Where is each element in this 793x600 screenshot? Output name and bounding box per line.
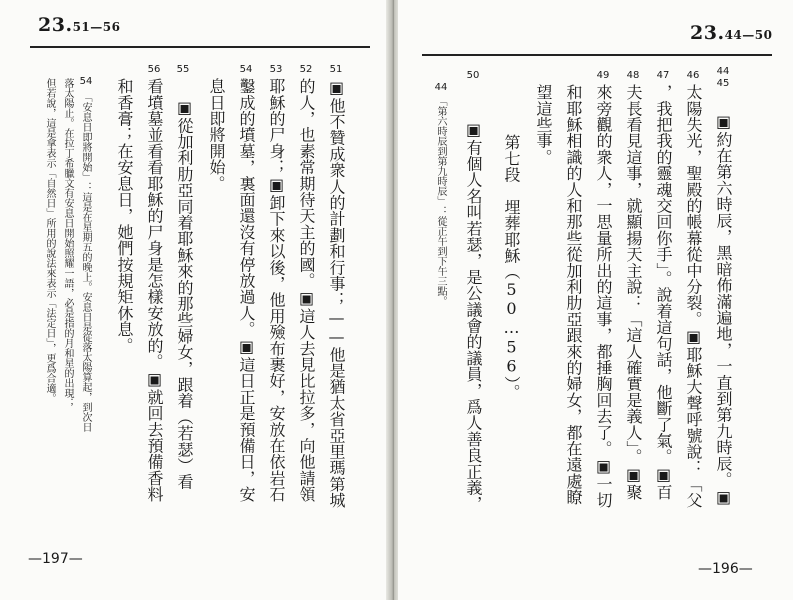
page-number: —197— (28, 551, 83, 567)
right-page (398, 0, 793, 600)
text-column: ▣他不贊成衆人的計劃和行事；——他是猶太省亞里瑪第城 (327, 78, 346, 509)
footnote-line: 但若說，這是拿表示「自然日」所用的說法來表示「法定日」，更爲合適。 (44, 78, 55, 403)
footnote-line: 落太陽止。在拉丁希臘文有安息日開始照耀一語，必是指的月和星的出現； (62, 78, 73, 408)
left-page-header: 23.51—56 (38, 14, 121, 36)
footnote-line: 「第六時辰到第九時辰」：從正午到下午三點。 (435, 96, 446, 306)
verse-number-47: 47 (656, 70, 670, 81)
text-column: ▣從加利肋亞同着耶穌來的那些婦女，跟着（若瑟）看 (175, 98, 194, 490)
text-column: 夫長看見這事，就顯揚天主說：「這人確實是義人」。▣聚 (624, 84, 643, 501)
text-column: 看墳墓並看看耶穌的尸身是怎樣安放的。▣就回去預備香料 (145, 78, 164, 503)
verse-number-55: 55 (176, 64, 190, 75)
verse-number-44: 44 (716, 66, 730, 77)
footnote-line: 「安息日即將開始」：這是在星期五的晚上。安息日是從落太陽算起，到次日 (80, 92, 91, 432)
verse-number-46: 46 (686, 70, 700, 81)
page-number: —196— (698, 561, 753, 577)
verse-number-54: 54 (239, 64, 253, 75)
verse-number-52: 52 (299, 64, 313, 75)
verse-number-45: 45 (716, 78, 730, 89)
verse-number-49: 49 (596, 70, 610, 81)
text-column: ，我把我的靈魂交回你手」。說着這句話，他斷了氣。▣百 (654, 84, 673, 501)
verse-number-53: 53 (269, 64, 283, 75)
verse-number-56: 56 (147, 64, 161, 75)
footnote-number-44: 44 (434, 82, 448, 93)
text-column: 和耶穌相識的人和那些從加利肋亞跟來的婦女，都在遠處瞭 (564, 84, 583, 506)
left-page (0, 0, 390, 600)
text-column: 望這些事。 (534, 84, 553, 165)
text-column: 來旁觀的衆人，一思量所出的這事，都捶胸回去了。▣一切 (594, 84, 613, 509)
text-column: 的人，也素常期待天主的國。▣這人去見比拉多，向他請領 (297, 78, 316, 503)
text-column: 耶穌的尸身；▣卸下來以後，他用殮布裹好，安放在依岩石 (267, 78, 286, 503)
right-page-header: 23.44—50 (690, 22, 773, 44)
text-column: 和香膏；在安息日，她們按規矩休息。 (115, 78, 134, 354)
section-heading: 第七段 埋葬耶穌（50…56）。 (502, 134, 521, 401)
right-header-rule (422, 54, 772, 56)
footnote-number-54: 54 (79, 76, 93, 87)
verse-number-50: 50 (466, 70, 480, 81)
verse-number-48: 48 (626, 70, 640, 81)
text-column: 鑿成的墳墓，裏面還沒有停放過人。▣這日正是預備日，安 (237, 78, 256, 503)
left-header-rule (30, 46, 370, 48)
verse-number-51: 51 (329, 64, 343, 75)
text-column: 息日即將開始。 (207, 78, 226, 192)
text-column: ▣約在第六時辰，黑暗佈滿遍地，一直到第九時辰。▣ (714, 112, 733, 507)
text-column: 太陽失光，聖殿的帳幕從中分裂。▣耶穌大聲呼號說：「父 (684, 84, 703, 509)
text-column: ▣有個人名叫若瑟，是公議會的議員，爲人善良正義， (464, 120, 483, 512)
